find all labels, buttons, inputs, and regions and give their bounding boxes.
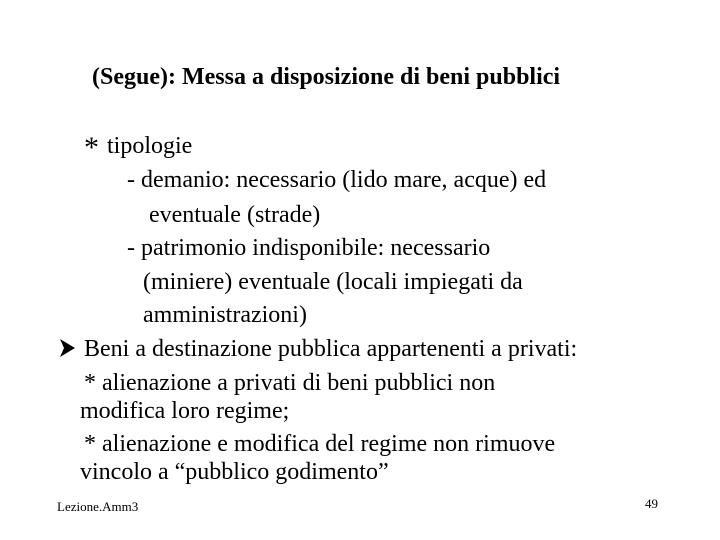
line-patrimonio: - patrimonio indisponibile: necessario — [127, 235, 491, 261]
page-number: 49 — [645, 496, 658, 511]
star-bullet: * — [84, 131, 99, 164]
line-text: Beni a destinazione pubblica appartenenti a privati: — [84, 336, 578, 362]
line-miniere: (miniere) eventuale (locali impiegati da — [143, 269, 523, 295]
bullet-tipologie — [84, 130, 193, 164]
slide-title: (Segue): Messa a disposizione di beni pubblici — [92, 64, 561, 90]
line-alienazione-1: * alienazione a privati di beni pubblici non — [84, 370, 496, 396]
footer-lesson-label: Lezione.Amm3 — [57, 499, 139, 514]
arrow-bullet-icon — [58, 337, 76, 357]
line-eventuale-strade: eventuale (strade) — [149, 202, 321, 228]
line-modifica-regime: modifica loro regime; — [80, 398, 290, 424]
line-vincolo: vincolo a “pubblico godimento” — [80, 459, 389, 485]
bullet-beni-privati — [58, 335, 577, 363]
line-amministrazioni: amministrazioni) — [143, 302, 307, 328]
line-text: tipologie — [107, 133, 193, 159]
line-demanio: - demanio: necessario (lido mare, acque) ed — [127, 167, 547, 193]
line-alienazione-2: * alienazione e modifica del regime non rimuove — [84, 431, 556, 457]
